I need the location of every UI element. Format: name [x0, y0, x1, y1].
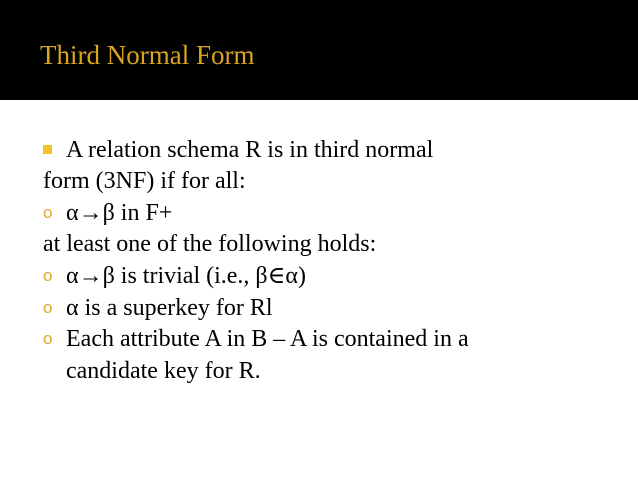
slide-title: Third Normal Form: [40, 40, 255, 70]
bullet-line-3: α→β in F+: [66, 200, 173, 226]
circle-bullet-icon: o: [43, 266, 53, 285]
bullet-line-1: A relation schema R is in third normal: [66, 137, 434, 163]
bullet-line-5: α→β is trivial (i.e., β∈α): [66, 263, 306, 289]
body-line-8: candidate key for R.: [66, 358, 261, 384]
body-line-2: form (3NF) if for all:: [43, 168, 246, 194]
square-bullet-icon: [43, 145, 52, 154]
circle-bullet-icon: o: [43, 298, 53, 317]
body-line-4: at least one of the following holds:: [43, 231, 377, 257]
circle-bullet-icon: o: [43, 203, 53, 222]
bullet-line-7: Each attribute A in B – A is contained in a: [66, 326, 469, 352]
circle-bullet-icon: o: [43, 329, 53, 348]
bullet-line-6: α is a superkey for Rl: [66, 295, 273, 321]
